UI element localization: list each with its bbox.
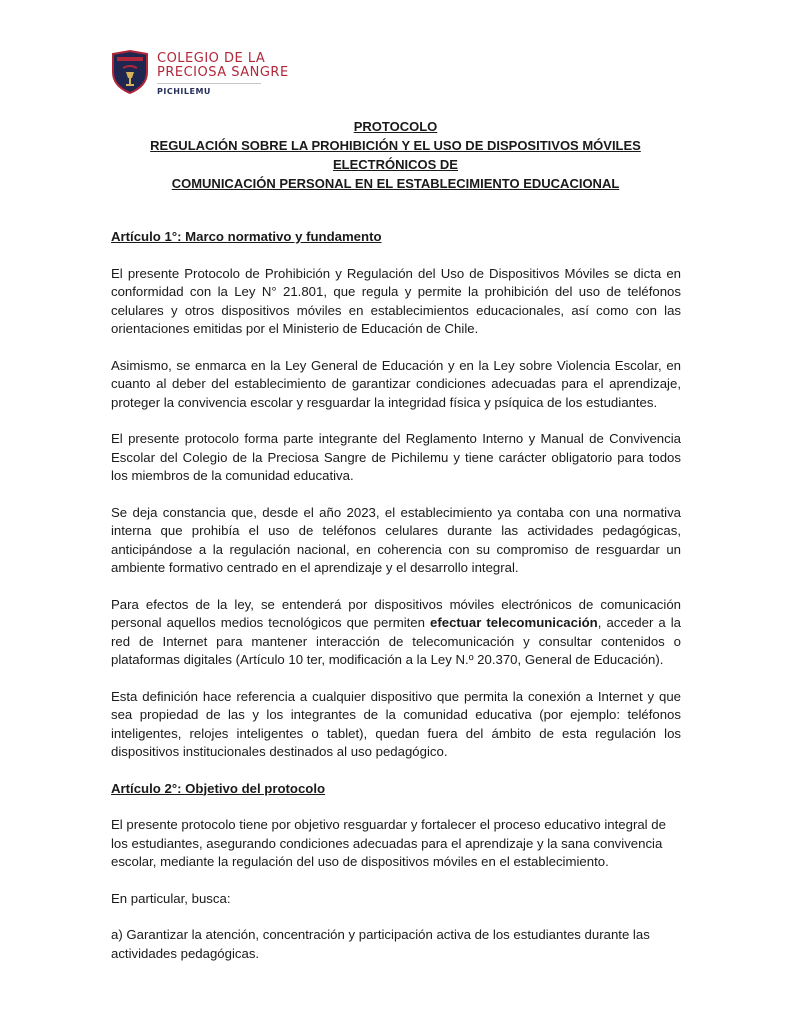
article-1-heading: Artículo 1°: Marco normativo y fundamento xyxy=(111,229,382,244)
logo-divider xyxy=(157,83,261,84)
title-line-1: PROTOCOLO xyxy=(353,119,438,134)
article-2-paragraph-2: En particular, busca: xyxy=(111,890,231,906)
school-crest-icon xyxy=(111,50,149,94)
article-1-paragraph-4: Se deja constancia que, desde el año 2023, el establecimiento ya contaba con una normativa interna que prohibía el uso de teléfonos celulares durante las actividades pedagógicas, anticipándose a la regulación nacional, en coherencia con su compromiso de resguardar un ambiente formativo centrado en el aprendizaje y el desarrollo integral. xyxy=(111,504,681,575)
title-line-3: COMUNICACIÓN PERSONAL EN EL ESTABLECIMIENTO EDUCACIONAL xyxy=(171,176,620,191)
article-1-paragraph-6: Esta definición hace referencia a cualquier dispositivo que permita la conexión a Internet y que sea propiedad de las y los integrantes de la comunidad educativa (por ejemplo: teléfonos inteligentes, relojes inteligentes o tablet), quedan fuera del ámbito de esta regulación los dispositivos institucionales destinados al uso pedagógico. xyxy=(111,688,681,759)
article-2-item-a: a) Garantizar la atención, concentración y participación activa de los estudiantes durante las actividades pedagógicas. xyxy=(111,927,650,961)
p5-text-before: Para efectos de la ley, se entenderá por dispositivos móviles electrónicos de comunicación personal aquellos medios tecnológicos que permiten xyxy=(111,596,681,630)
document-title xyxy=(100,117,691,193)
article-1-paragraph-1: El presente Protocolo de Prohibición y Regulación del Uso de Dispositivos Móviles se dicta en conformidad con la Ley N° 21.801, que regula y permite la prohibición del uso de teléfonos celulares y otros dispositivos móviles en establecimientos educacionales, así como con las orientaciones emitidas por el Ministerio de Educación de Chile. xyxy=(111,265,681,336)
article-1-paragraph-5 xyxy=(111,596,681,670)
article-1-paragraph-3: El presente protocolo forma parte integrante del Reglamento Interno y Manual de Convivencia Escolar del Colegio de la Preciosa Sangre de Pichilemu y tiene carácter obligatorio para todos los miembros de la comunidad educativa. xyxy=(111,431,681,483)
logo-name-line2: PRECIOSA SANGRE xyxy=(157,65,289,80)
document-body xyxy=(111,228,681,981)
logo-name-line1: COLEGIO DE LA xyxy=(157,51,266,66)
school-logo xyxy=(111,50,289,96)
logo-subtitle: PICHILEMU xyxy=(157,87,211,96)
title-line-2: REGULACIÓN SOBRE LA PROHIBICIÓN Y EL USO DE DISPOSITIVOS MÓVILES ELECTRÓNICOS DE xyxy=(150,138,641,172)
p5-text-after: , acceder a la red de Internet para mantener interacción de telecomunicación y consultar contenidos o plataformas digitales (Artículo 10 ter, modificación a la Ley N.º 20.370, General de Educación). xyxy=(111,615,682,667)
article-1-paragraph-2: Asimismo, se enmarca en la Ley General de Educación y en la Ley sobre Violencia Escolar, en cuanto al deber del establecimiento de garantizar condiciones adecuadas para el aprendizaje, proteger la convivencia escolar y resguardar la integridad física y psíquica de los estudiantes. xyxy=(111,357,681,410)
article-2-paragraph-1: El presente protocolo tiene por objetivo resguardar y fortalecer el proceso educativo integral de los estudiantes, asegurando condiciones adecuadas para el aprendizaje y la sana convivencia escolar, mediante la regulación del uso de dispositivos móviles en el establecimiento. xyxy=(111,817,666,869)
article-2-heading: Artículo 2°: Objetivo del protocolo xyxy=(111,780,326,796)
p5-bold-term: efectuar telecomunicación xyxy=(430,615,598,630)
